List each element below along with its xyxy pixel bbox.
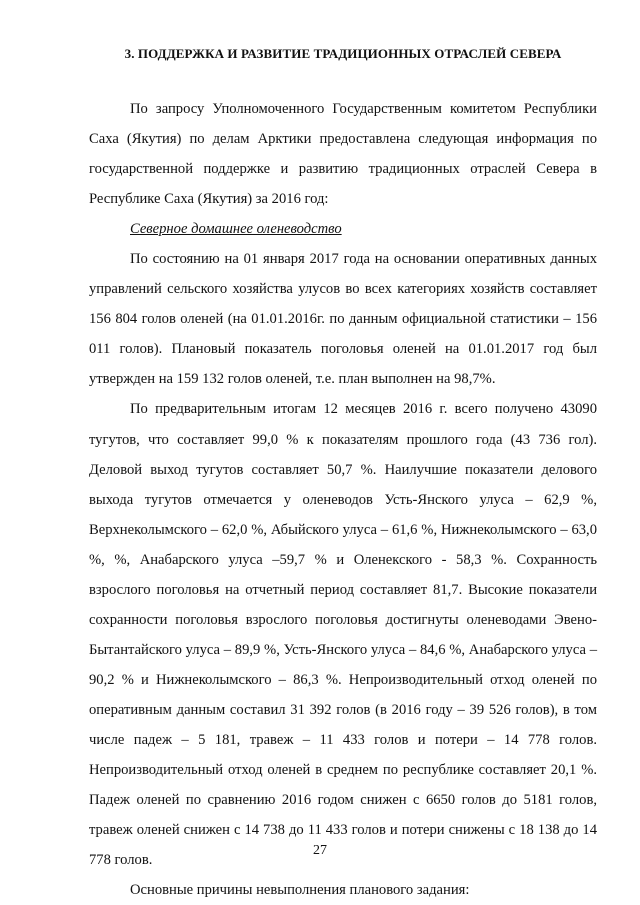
body-text — [89, 94, 597, 905]
subheading-reindeer-herding: Северное домашнее оленеводство — [130, 221, 342, 238]
paragraph-calves-results: По предварительным итогам 12 месяцев 2016 г. всего получено 43090 тугутов, что составляет 99,0 % к показателям прошлого года (43 736 гол). Деловой выход тугутов составляет 50,7 %. Наилучшие показатели делового выхода тугутов отмечается у оленеводов Усть-Янского улуса – 62,9 %, Верхнеколымского – 62,0 %, Абыйского улуса – 61,6 %, Нижнеколымского – 63,0 %, %, Анабарского улуса –59,7 % и Оленекского - 58,3 %. Сохранность взрослого поголовья на отчетный период составляет 81,7. Высокие показатели сохранности поголовья взрослого поголовья достигнуты оленеводами Эвено-Бытантайского улуса – 89,9 %, Усть-Янского улуса – 84,6 %, Анабарского улуса – 90,2 % и Нижнеколымского – 86,3 %. Непроизводительный отход оленей по оперативным данным составил 31 392 голов (в 2016 году – 39 526 голов), в том числе падеж – 5 181, травеж – 11 433 голов и потери – 14 778 голов. Непроизводительный отход оленей в среднем по республике составляет 20,1 %. Падеж оленей по сравнению 2016 годом снижен с 6650 голов до 5181 голов, травеж оленей снижен с 14 738 до 11 433 голов и потери снижены с 18 138 до 14 778 голов. — [89, 401, 597, 869]
section-title: 3. ПОДДЕРЖКА И РАЗВИТИЕ ТРАДИЦИОННЫХ ОТРАСЛЕЙ СЕВЕРА — [124, 46, 562, 61]
paragraph-main-reasons: Основные причины невыполнения планового задания: — [130, 882, 470, 899]
paragraph-herd-count: По состоянию на 01 января 2017 года на основании оперативных данных управлений сельского хозяйства улусов во всех категориях хозяйств составляет 156 804 голов оленей (на 01.01.2016г. по данным официальной статистики – 156 011 голов). Плановый показатель поголовья оленей на 01.01.2017 год был утвержден на 159 132 голов оленей, т.е. план выполнен на 98,7%. — [89, 251, 597, 388]
page-number: 27 — [313, 843, 327, 858]
intro-paragraph: По запросу Уполномоченного Государственным комитетом Республики Саха (Якутия) по делам Арктики предоставлена следующая информация по государственной поддержке и развитию традиционных отраслей Севера в Республике Саха (Якутия) за 2016 год: — [89, 101, 597, 208]
